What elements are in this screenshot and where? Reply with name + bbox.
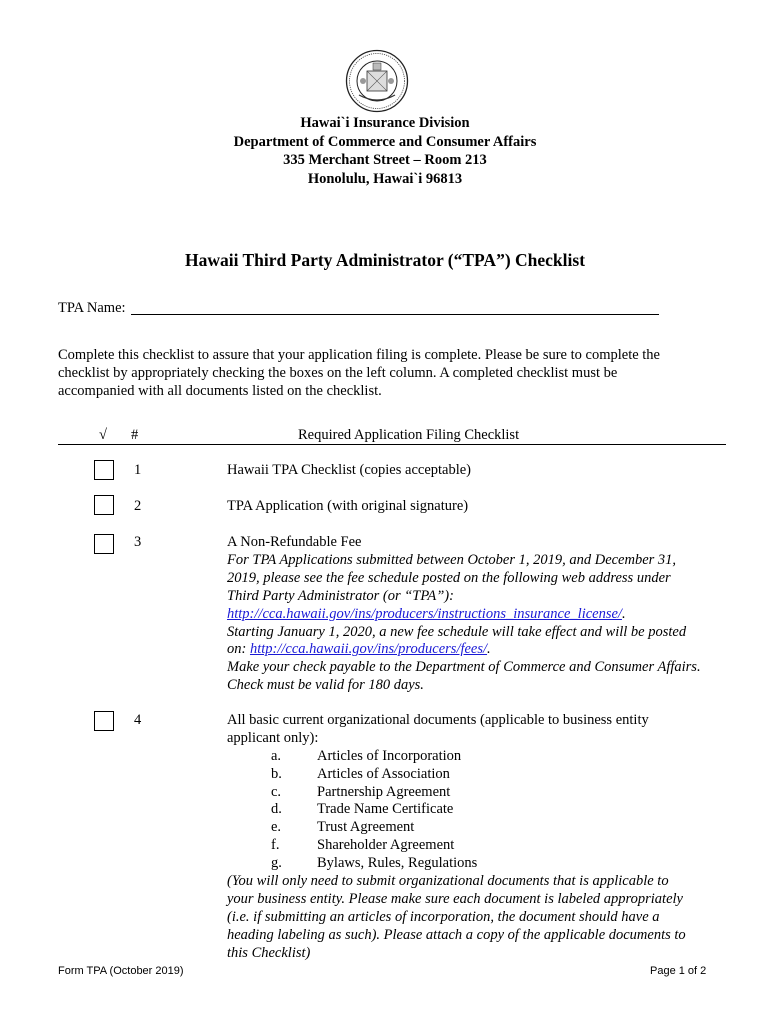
list-letter: b. bbox=[271, 765, 282, 782]
fee-note: For TPA Applications submitted between October 1, 2019, and December 31, bbox=[227, 551, 677, 568]
fee-note: Make your check payable to the Department of Commerce and Consumer Affairs. bbox=[227, 659, 701, 676]
item-1-checkbox[interactable] bbox=[94, 460, 114, 480]
list-item bbox=[227, 766, 737, 784]
fee-note: Third Party Administrator (or “TPA”): bbox=[227, 587, 454, 604]
department-name: Department of Commerce and Consumer Affairs bbox=[233, 133, 537, 150]
header-rule bbox=[58, 444, 726, 445]
list-letter: g. bbox=[271, 855, 282, 872]
list-item bbox=[227, 801, 737, 819]
requirement-column-header: Required Application Filing Checklist bbox=[298, 427, 520, 443]
intro-paragraph bbox=[58, 346, 718, 400]
intro-line: accompanied with all documents listed on the checklist. bbox=[58, 383, 382, 399]
punctuation: . bbox=[487, 641, 491, 658]
organizational-note: your business entity. Please make sure each document is labeled appropriately bbox=[227, 890, 683, 907]
item-4-description bbox=[227, 712, 737, 963]
item-4-title: applicant only): bbox=[227, 729, 319, 746]
item-number: 4 bbox=[134, 712, 142, 728]
punctuation: . bbox=[621, 605, 626, 622]
tpa-name-label: TPA Name: bbox=[58, 300, 126, 316]
item-number: 3 bbox=[134, 534, 142, 550]
state-seal-logo bbox=[345, 49, 409, 113]
list-text: Trust Agreement bbox=[317, 819, 415, 836]
list-text: Partnership Agreement bbox=[317, 783, 451, 800]
item-3-title: A Non-Refundable Fee bbox=[227, 534, 362, 550]
list-item bbox=[227, 748, 737, 766]
organizational-note: heading labeling as such). Please attach a copy of the applicable documents to bbox=[227, 926, 686, 943]
item-4-checkbox[interactable] bbox=[94, 711, 114, 731]
fee-note: Starting January 1, 2020, a new fee schedule will take effect and will be posted bbox=[227, 623, 687, 640]
page-number: Page 1 of 2 bbox=[650, 965, 707, 977]
list-item bbox=[227, 784, 737, 802]
agency-name: Hawai`i Insurance Division bbox=[300, 115, 470, 131]
list-letter: c. bbox=[271, 783, 282, 800]
item-1-text: Hawaii TPA Checklist (copies acceptable) bbox=[227, 462, 472, 478]
fee-note: Check must be valid for 180 days. bbox=[227, 677, 424, 694]
list-letter: a. bbox=[271, 747, 282, 764]
fee-link-line bbox=[227, 641, 737, 659]
list-letter: e. bbox=[271, 819, 282, 836]
form-identifier: Form TPA (October 2019) bbox=[58, 965, 184, 977]
item-number: 1 bbox=[134, 462, 142, 478]
list-letter: d. bbox=[271, 801, 282, 818]
organizational-note: (You will only need to submit organizational documents that is applicable to bbox=[227, 873, 669, 890]
check-column-header: √ bbox=[99, 427, 107, 443]
fee-link-line bbox=[227, 606, 737, 624]
item-2-text: TPA Application (with original signature) bbox=[227, 498, 469, 514]
list-letter: f. bbox=[271, 837, 280, 854]
city-address: Honolulu, Hawai`i 96813 bbox=[307, 170, 463, 187]
list-text: Articles of Incorporation bbox=[317, 747, 462, 764]
item-3-checkbox[interactable] bbox=[94, 534, 114, 554]
list-item bbox=[227, 855, 737, 873]
list-text: Trade Name Certificate bbox=[317, 801, 454, 818]
list-text: Articles of Association bbox=[317, 765, 450, 782]
item-number: 2 bbox=[134, 498, 142, 514]
list-text: Shareholder Agreement bbox=[317, 837, 455, 854]
intro-line: Complete this checklist to assure that your application filing is complete. Please be sure to complete the bbox=[58, 347, 660, 363]
organizational-note: (i.e. if submitting an articles of incorporation, the document should have a bbox=[227, 908, 660, 925]
organizational-note: this Checklist) bbox=[227, 944, 311, 961]
item-3-description bbox=[227, 534, 737, 695]
list-item bbox=[227, 819, 737, 837]
fee-note: 2019, please see the fee schedule posted on the following web address under bbox=[227, 569, 671, 586]
fee-note-prefix: on: bbox=[227, 641, 250, 658]
number-column-header: # bbox=[131, 427, 139, 443]
fees-link[interactable]: http://cca.hawaii.gov/ins/producers/fees/ bbox=[249, 641, 488, 658]
tpa-name-field[interactable] bbox=[131, 314, 659, 315]
item-4-title: All basic current organizational documents (applicable to business entity bbox=[227, 712, 649, 728]
instructions-link[interactable]: http://cca.hawaii.gov/ins/producers/instructions_insurance_license/ bbox=[227, 605, 622, 622]
item-2-checkbox[interactable] bbox=[94, 495, 114, 515]
agency-header bbox=[0, 114, 770, 188]
document-title: Hawaii Third Party Administrator (“TPA”) Checklist bbox=[184, 250, 586, 270]
street-address: 335 Merchant Street – Room 213 bbox=[283, 152, 487, 168]
list-text: Bylaws, Rules, Regulations bbox=[317, 855, 478, 872]
intro-line: checklist by appropriately checking the boxes on the left column. A completed checklist must be bbox=[58, 365, 618, 381]
list-item bbox=[227, 837, 737, 855]
